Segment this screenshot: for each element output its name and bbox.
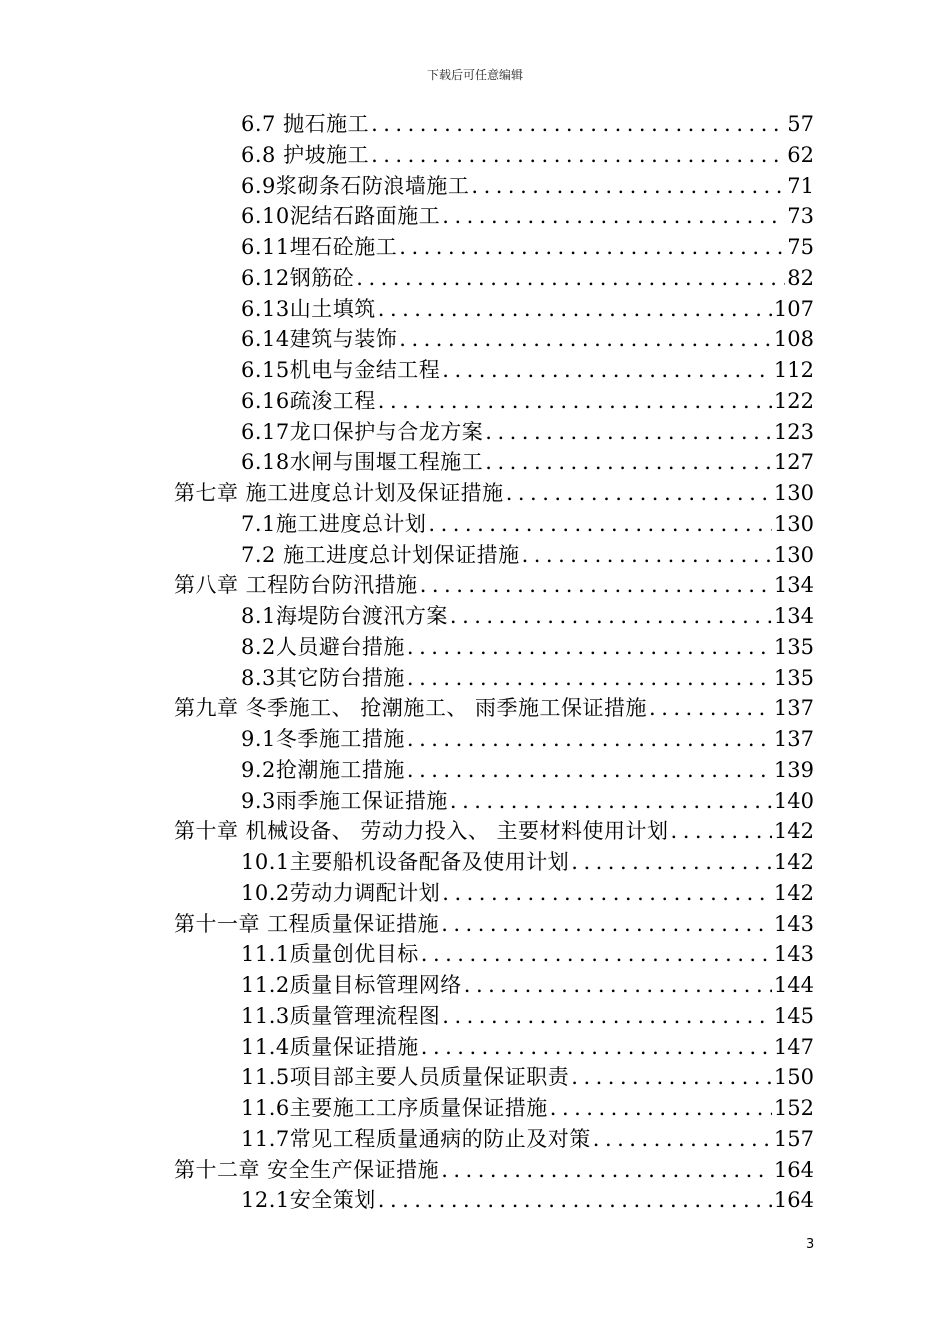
toc-entry-title: 11.5项目部主要人员质量保证职责: [241, 1065, 570, 1090]
toc-dot-leader: [485, 417, 772, 448]
toc-section-entry[interactable]: [241, 1185, 814, 1216]
toc-entry-page-number: 130: [773, 542, 814, 567]
toc-entry-page-number: 164: [773, 1188, 814, 1213]
toc-dot-leader: [522, 540, 772, 571]
toc-dot-leader: [421, 939, 772, 970]
toc-entry-title: 7.2 施工进度总计划保证措施: [241, 542, 520, 567]
page-header: 下载后可任意编辑: [426, 68, 523, 82]
toc-chapter-entry[interactable]: [174, 693, 814, 724]
toc-section-entry[interactable]: [241, 724, 814, 755]
toc-section-entry[interactable]: [241, 386, 814, 417]
toc-dot-leader: [407, 755, 772, 786]
toc-dot-leader: [399, 232, 785, 263]
toc-section-entry[interactable]: [241, 786, 814, 817]
toc-chapter-entry[interactable]: [174, 909, 814, 940]
toc-entry-page-number: 62: [787, 142, 814, 167]
toc-dot-leader: [371, 140, 785, 171]
toc-entry-page-number: 134: [773, 604, 814, 628]
toc-dot-leader: [399, 324, 772, 355]
toc-dot-leader: [593, 1124, 772, 1155]
toc-entry-page-number: 140: [773, 788, 814, 813]
toc-chapter-entry[interactable]: [174, 1155, 814, 1186]
toc-entry-title: 第七章 施工进度总计划及保证措施: [174, 481, 504, 505]
toc-dot-leader: [442, 878, 772, 909]
toc-entry-title: 7.1施工进度总计划: [241, 511, 427, 536]
toc-entry-page-number: 142: [773, 850, 814, 874]
toc-section-entry[interactable]: [241, 294, 814, 325]
toc-section-entry[interactable]: [241, 263, 814, 294]
toc-entry-title: 11.1质量创优目标: [241, 942, 419, 967]
toc-dot-leader: [378, 386, 772, 417]
toc-entry-title: 10.1主要船机设备配备及使用计划: [241, 850, 570, 874]
toc-section-entry[interactable]: [241, 1032, 814, 1063]
toc-entry-page-number: 130: [773, 481, 814, 505]
toc-entry-page-number: 137: [773, 696, 814, 721]
toc-dot-leader: [407, 663, 772, 694]
toc-entry-title: 6.17龙口保护与合龙方案: [241, 419, 484, 444]
toc-section-entry[interactable]: [241, 355, 814, 386]
toc-entry-page-number: 123: [773, 419, 814, 444]
toc-section-entry[interactable]: [241, 663, 814, 694]
toc-section-entry[interactable]: [241, 417, 814, 448]
toc-entry-page-number: 127: [773, 450, 814, 475]
toc-dot-leader: [407, 632, 772, 663]
toc-dot-leader: [485, 447, 772, 478]
toc-entry-title: 6.14建筑与装饰: [241, 327, 398, 352]
toc-entry-page-number: 145: [773, 1003, 814, 1028]
toc-dot-leader: [649, 693, 772, 724]
toc-entry-page-number: 71: [787, 173, 814, 198]
toc-entry-page-number: 122: [773, 388, 814, 413]
toc-entry-page-number: 144: [773, 973, 814, 997]
toc-dot-leader: [442, 201, 785, 232]
toc-entry-title: 6.16疏浚工程: [241, 388, 376, 413]
toc-section-entry[interactable]: [241, 171, 814, 202]
toc-entry-title: 6.7 抛石施工: [241, 112, 370, 136]
toc-dot-leader: [378, 294, 772, 325]
toc-dot-leader: [378, 1185, 772, 1216]
toc-entry-page-number: 130: [773, 511, 814, 536]
toc-entry-page-number: 139: [773, 757, 814, 782]
toc-dot-leader: [420, 570, 772, 601]
toc-dot-leader: [571, 847, 772, 878]
toc-dot-leader: [471, 171, 785, 202]
toc-entry-title: 6.12钢筋砼: [241, 265, 355, 290]
toc-entry-page-number: 134: [773, 573, 814, 598]
toc-section-entry[interactable]: [241, 324, 814, 355]
toc-entry-title: 6.15机电与金结工程: [241, 358, 441, 382]
toc-section-entry[interactable]: [241, 878, 814, 909]
toc-section-entry[interactable]: [241, 847, 814, 878]
toc-entry-page-number: 150: [773, 1065, 814, 1090]
toc-entry-title: 6.8 护坡施工: [241, 142, 370, 167]
toc-entry-page-number: 147: [773, 1034, 814, 1059]
toc-entry-title: 11.4质量保证措施: [241, 1034, 419, 1059]
toc-entry-title: 6.10泥结石路面施工: [241, 204, 441, 229]
toc-section-entry[interactable]: [241, 1093, 814, 1124]
toc-dot-leader: [371, 109, 785, 140]
toc-entry-page-number: 137: [773, 727, 814, 751]
toc-entry-page-number: 142: [773, 819, 814, 844]
toc-dot-leader: [407, 724, 772, 755]
toc-entry-title: 12.1安全策划: [241, 1188, 376, 1213]
toc-entry-title: 6.18水闸与围堰工程施工: [241, 450, 484, 475]
toc-section-entry[interactable]: [241, 232, 814, 263]
toc-entry-title: 9.3雨季施工保证措施: [241, 788, 448, 813]
toc-dot-leader: [442, 355, 772, 386]
toc-entry-page-number: 108: [773, 327, 814, 352]
toc-section-entry[interactable]: [241, 201, 814, 232]
toc-entry-title: 11.7常见工程质量通病的防止及对策: [241, 1126, 591, 1151]
toc-dot-leader: [421, 1032, 772, 1063]
toc-section-entry[interactable]: [241, 1124, 814, 1155]
toc-entry-page-number: 164: [773, 1157, 814, 1182]
toc-section-entry[interactable]: [241, 109, 814, 140]
toc-dot-leader: [571, 1062, 772, 1093]
toc-dot-leader: [464, 970, 772, 1001]
toc-entry-title: 8.1海堤防台渡汛方案: [241, 604, 448, 628]
toc-section-entry[interactable]: [241, 509, 814, 540]
toc-entry-page-number: 135: [773, 665, 814, 690]
toc-entry-page-number: 112: [773, 358, 814, 382]
toc-entry-title: 第九章 冬季施工、 抢潮施工、 雨季施工保证措施: [174, 696, 648, 721]
toc-entry-title: 11.2质量目标管理网络: [241, 973, 462, 997]
toc-dot-leader: [442, 1001, 772, 1032]
toc-dot-leader: [450, 786, 772, 817]
toc-section-entry[interactable]: [241, 540, 814, 571]
toc-entry-page-number: 73: [787, 204, 814, 229]
toc-section-entry[interactable]: [241, 447, 814, 478]
toc-entry-title: 9.1冬季施工措施: [241, 727, 405, 751]
toc-entry-title: 11.6主要施工工序质量保证措施: [241, 1096, 548, 1120]
toc-section-entry[interactable]: [241, 970, 814, 1001]
toc-entry-title: 8.2人员避台措施: [241, 634, 405, 659]
toc-dot-leader: [450, 601, 772, 632]
toc-entry-title: 8.3其它防台措施: [241, 665, 405, 690]
toc-dot-leader: [428, 509, 772, 540]
toc-entry-page-number: 143: [773, 911, 814, 936]
toc-dot-leader: [550, 1093, 772, 1124]
toc-dot-leader: [506, 478, 772, 509]
toc-entry-title: 10.2劳动力调配计划: [241, 880, 441, 905]
toc-entry-page-number: 143: [773, 942, 814, 967]
toc-chapter-entry[interactable]: [174, 570, 814, 601]
toc-dot-leader: [356, 263, 785, 294]
toc-entry-page-number: 75: [787, 235, 814, 259]
toc-chapter-entry[interactable]: [174, 478, 814, 509]
toc-section-entry[interactable]: [241, 632, 814, 663]
toc-entry-title: 6.11埋石砼施工: [241, 235, 398, 259]
toc-entry-page-number: 135: [773, 634, 814, 659]
toc-section-entry[interactable]: [241, 140, 814, 171]
toc-chapter-entry[interactable]: [174, 816, 814, 847]
page-number: 3: [806, 1237, 815, 1252]
toc-entry-title: 11.3质量管理流程图: [241, 1003, 441, 1028]
toc-section-entry[interactable]: [241, 755, 814, 786]
toc-entry-page-number: 57: [787, 112, 814, 136]
toc-entry-page-number: 107: [773, 296, 814, 321]
toc-dot-leader: [441, 1155, 772, 1186]
toc-section-entry[interactable]: [241, 939, 814, 970]
toc-entry-title: 第十章 机械设备、 劳动力投入、 主要材料使用计划: [174, 819, 669, 844]
toc-entry-page-number: 142: [773, 880, 814, 905]
toc-dot-leader: [441, 909, 772, 940]
toc-entry-page-number: 152: [773, 1096, 814, 1120]
toc-entry-title: 第十二章 安全生产保证措施: [174, 1157, 440, 1182]
toc-entry-title: 6.13山土填筑: [241, 296, 376, 321]
toc-dot-leader: [671, 816, 772, 847]
toc-entry-title: 第十一章 工程质量保证措施: [174, 911, 440, 936]
toc-entry-page-number: 82: [787, 265, 814, 290]
toc-section-entry[interactable]: [241, 1062, 814, 1093]
toc-entry-title: 6.9浆砌条石防浪墙施工: [241, 173, 470, 198]
toc-section-entry[interactable]: [241, 601, 814, 632]
toc-entry-title: 第八章 工程防台防汛措施: [174, 573, 418, 598]
toc-section-entry[interactable]: [241, 1001, 814, 1032]
toc-entry-page-number: 157: [773, 1126, 814, 1151]
toc-entry-title: 9.2抢潮施工措施: [241, 757, 405, 782]
